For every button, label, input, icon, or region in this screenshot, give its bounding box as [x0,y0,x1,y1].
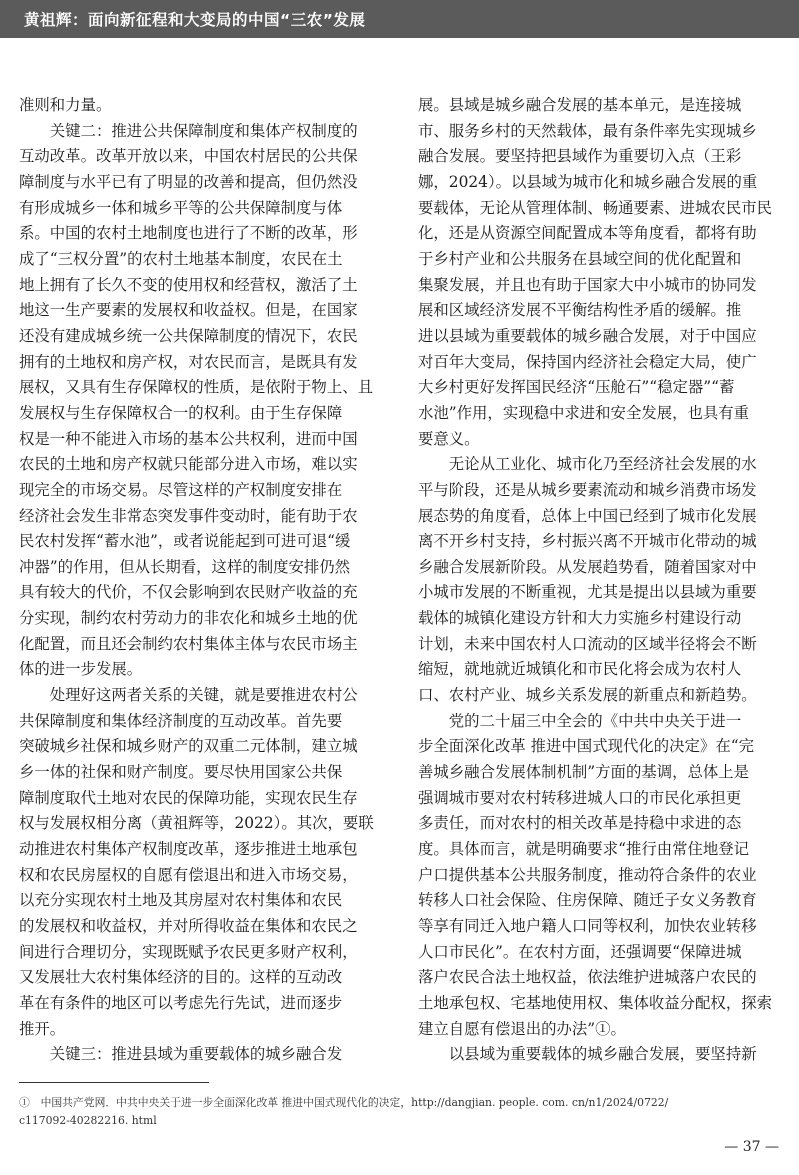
text-line: 市、服务乡村的天然载体，最有条件率先实现城乡 [418,121,757,140]
text-line: 障制度与水平已有了明显的改善和提高，但仍然没 [19,172,358,191]
text-line: 土地承包权、宅基地使用权、集体收益分配权，探索 [418,993,772,1012]
right-column [418,93,783,1068]
text-line: 的发展权和收益权，并对所得收益在集体和农民之 [19,917,358,935]
footnote-line: ① 中国共产党网．中共中央关于进一步全面深化改革 推进中国式现代化的决定，http://dangjian. people. com. cn/n1/2024/0722/ [19,1096,669,1109]
text-line: 权与发展权相分离（黄祖辉等，2022）。其次，要联 [19,814,374,833]
text-line: 展态势的角度看，总体上中国已经到了城市化发展 [418,506,757,525]
text-line: 融合发展。要坚持把县域作为重要切入点（王彩 [418,147,742,166]
text-line: 又发展壮大农村集体经济的目的。这样的互动改 [19,968,343,987]
text-line: 集聚发展，并且也有助于国家大中小城市的协同发 [418,275,757,294]
text-line: 党的二十届三中全会的《中共中央关于进一 [418,711,742,730]
text-line: 具有较大的代价，不仅会影响到农民财产收益的充 [19,583,358,602]
text-line: 关键二：推进公共保障制度和集体产权制度的 [19,121,358,140]
footnote [19,1094,789,1130]
text-line: 步全面深化改革 推进中国式现代化的决定》在“完 [418,737,754,756]
text-line: 系。中国的农村土地制度也进行了不断的改革，形 [19,224,358,243]
text-line: 载体的城镇化建设方针和大力实施乡村建设行动 [418,609,742,628]
left-column [19,93,384,1068]
text-line: 展和区域经济发展不平衡结构性矛盾的缓解。推 [418,301,742,320]
header-title: 黄祖辉：面向新征程和大变局的中国“三农”发展 [24,11,366,29]
text-line: 乡融合发展新阶段。从发展趋势看，随着国家对中 [418,557,757,576]
text-line: 平与阶段，还是从城乡要素流动和城乡消费市场发 [418,480,757,499]
text-line: 共保障制度和集体经济制度的互动改革。首先要 [19,711,343,730]
text-line: 以县域为重要载体的城乡融合发展，要坚持新 [418,1045,757,1064]
text-line: 冲器”的作用，但从长期看，这样的制度安排仍然 [19,557,351,576]
text-line: 强调城市要对农村转移进城人口的市民化承担更 [418,788,742,807]
text-line: 度。具体而言，就是明确要求“推行由常住地登记 [418,840,750,859]
text-line: 革在有条件的地区可以考虑先行先试，进而逐步 [19,993,343,1012]
text-line: 拥有的土地权和房产权，对农民而言，是既具有发 [19,352,358,371]
text-line: 地上拥有了长久不变的使用权和经营权，激活了土 [19,275,358,294]
text-line: 现完全的市场交易。尽管这样的产权制度安排在 [19,480,343,499]
text-line: 展权，又具有生存保障权的性质，是依附于物上、且 [19,378,373,397]
text-line: 还没有建成城乡统一公共保障制度的情况下，农民 [19,326,358,345]
text-line: 大乡村更好发挥国民经济“压舱石”“稳定器”“蓄 [418,378,735,397]
text-line: 障制度取代土地对农民的保障功能，实现农民生存 [19,788,358,807]
text-line: 于乡村产业和公共服务在县域空间的优化配置和 [418,249,742,268]
text-line: 户口提供基本公共服务制度，推动符合条件的农业 [418,865,757,884]
text-line: 化配置，而且还会制约农村集体主体与农民市场主 [19,634,358,653]
text-line: 要意义。 [418,429,480,448]
text-line: 准则和力量。 [19,96,112,114]
text-line: 等享有同迁入地户籍人口同等权利，加快农业转移 [418,917,757,935]
text-line: 民农村发挥“蓄水池”，或者说能起到可进可退“缓 [19,532,351,551]
text-line: 转移人口社会保险、住房保障、随迁子女义务教育 [418,891,757,910]
text-line: 小城市发展的不断重视，尤其是提出以县域为重要 [418,583,757,602]
text-line: 地这一生产要素的发展权和收益权。但是，在国家 [19,301,358,320]
text-line: 分实现，制约农村劳动力的非农化和城乡土地的优 [19,609,358,628]
text-line: 离不开乡村支持，乡村振兴离不开城市化带动的城 [418,532,757,551]
text-line: 善城乡融合发展体制机制”方面的基调，总体上是 [418,763,750,782]
text-line: 处理好这两者关系的关键，就是要推进农村公 [19,686,358,705]
text-line: 互动改革。改革开放以来，中国农村居民的公共保 [19,147,358,166]
text-line: 发展权与生存保障权合一的权利。由于生存保障 [19,403,343,422]
text-line: 成了“三权分置”的农村土地基本制度，农民在土 [19,249,343,268]
text-line: 体的进一步发展。 [19,660,143,679]
footnote-line: c117092-40282216. html [19,1114,157,1127]
text-line: 要载体，无论从管理体制、畅通要素、进城农民市民 [418,198,772,217]
text-line: 娜，2024）。以县域为城市化和城乡融合发展的重 [418,172,758,191]
text-line: 关键三：推进县域为重要载体的城乡融合发 [19,1045,343,1064]
text-line: 进以县域为重要载体的城乡融合发展，对于中国应 [418,326,757,345]
text-line: 间进行合理切分，实现既赋予农民更多财产权利， [19,942,358,961]
text-line: 口、农村产业、城乡关系发展的新重点和新趋势。 [418,686,757,705]
footnote-divider [19,1082,209,1083]
text-line: 建立自愿有偿退出的办法”①。 [418,1019,626,1038]
text-line: 多责任，而对农村的相关改革是持稳中求进的态 [418,814,742,833]
text-line: 以充分实现农村土地及其房屋对农村集体和农民 [19,891,343,910]
text-line: 落户农民合法土地权益，依法维护进城落户农民的 [418,968,757,987]
running-header [0,0,799,38]
text-line: 无论从工业化、城市化乃至经济社会发展的水 [418,455,757,474]
page-number: — 37 — [724,1139,779,1155]
text-line: 权和农民房屋权的自愿有偿退出和进入市场交易， [19,865,358,884]
text-line: 推开。 [19,1019,66,1038]
text-line: 农民的土地和房产权就只能部分进入市场，难以实 [19,455,358,474]
text-line: 化，还是从资源空间配置成本等角度看，都将有助 [418,224,757,243]
text-line: 动推进农村集体产权制度改革，逐步推进土地承包 [19,840,358,859]
text-line: 展。县域是城乡融合发展的基本单元，是连接城 [418,96,742,114]
text-line: 乡一体的社保和财产制度。要尽快用国家公共保 [19,763,343,782]
text-line: 缩短，就地就近城镇化和市民化将会成为农村人 [418,660,742,679]
text-line: 人口市民化”。在农村方面，还强调要“保障进城 [418,942,742,961]
text-line: 权是一种不能进入市场的基本公共权利，进而中国 [19,429,358,448]
text-line: 计划，未来中国农村人口流动的区域半径将会不断 [418,634,757,653]
text-line: 有形成城乡一体和城乡平等的公共保障制度与体 [19,198,343,217]
text-line: 经济社会发生非常态突发事件变动时，能有助于农 [19,506,358,525]
text-line: 对百年大变局，保持国内经济社会稳定大局，使广 [418,352,757,371]
text-line: 突破城乡社保和城乡财产的双重二元体制，建立城 [19,737,358,756]
text-line: 水池”作用，实现稳中求进和安全发展，也具有重 [418,403,750,422]
